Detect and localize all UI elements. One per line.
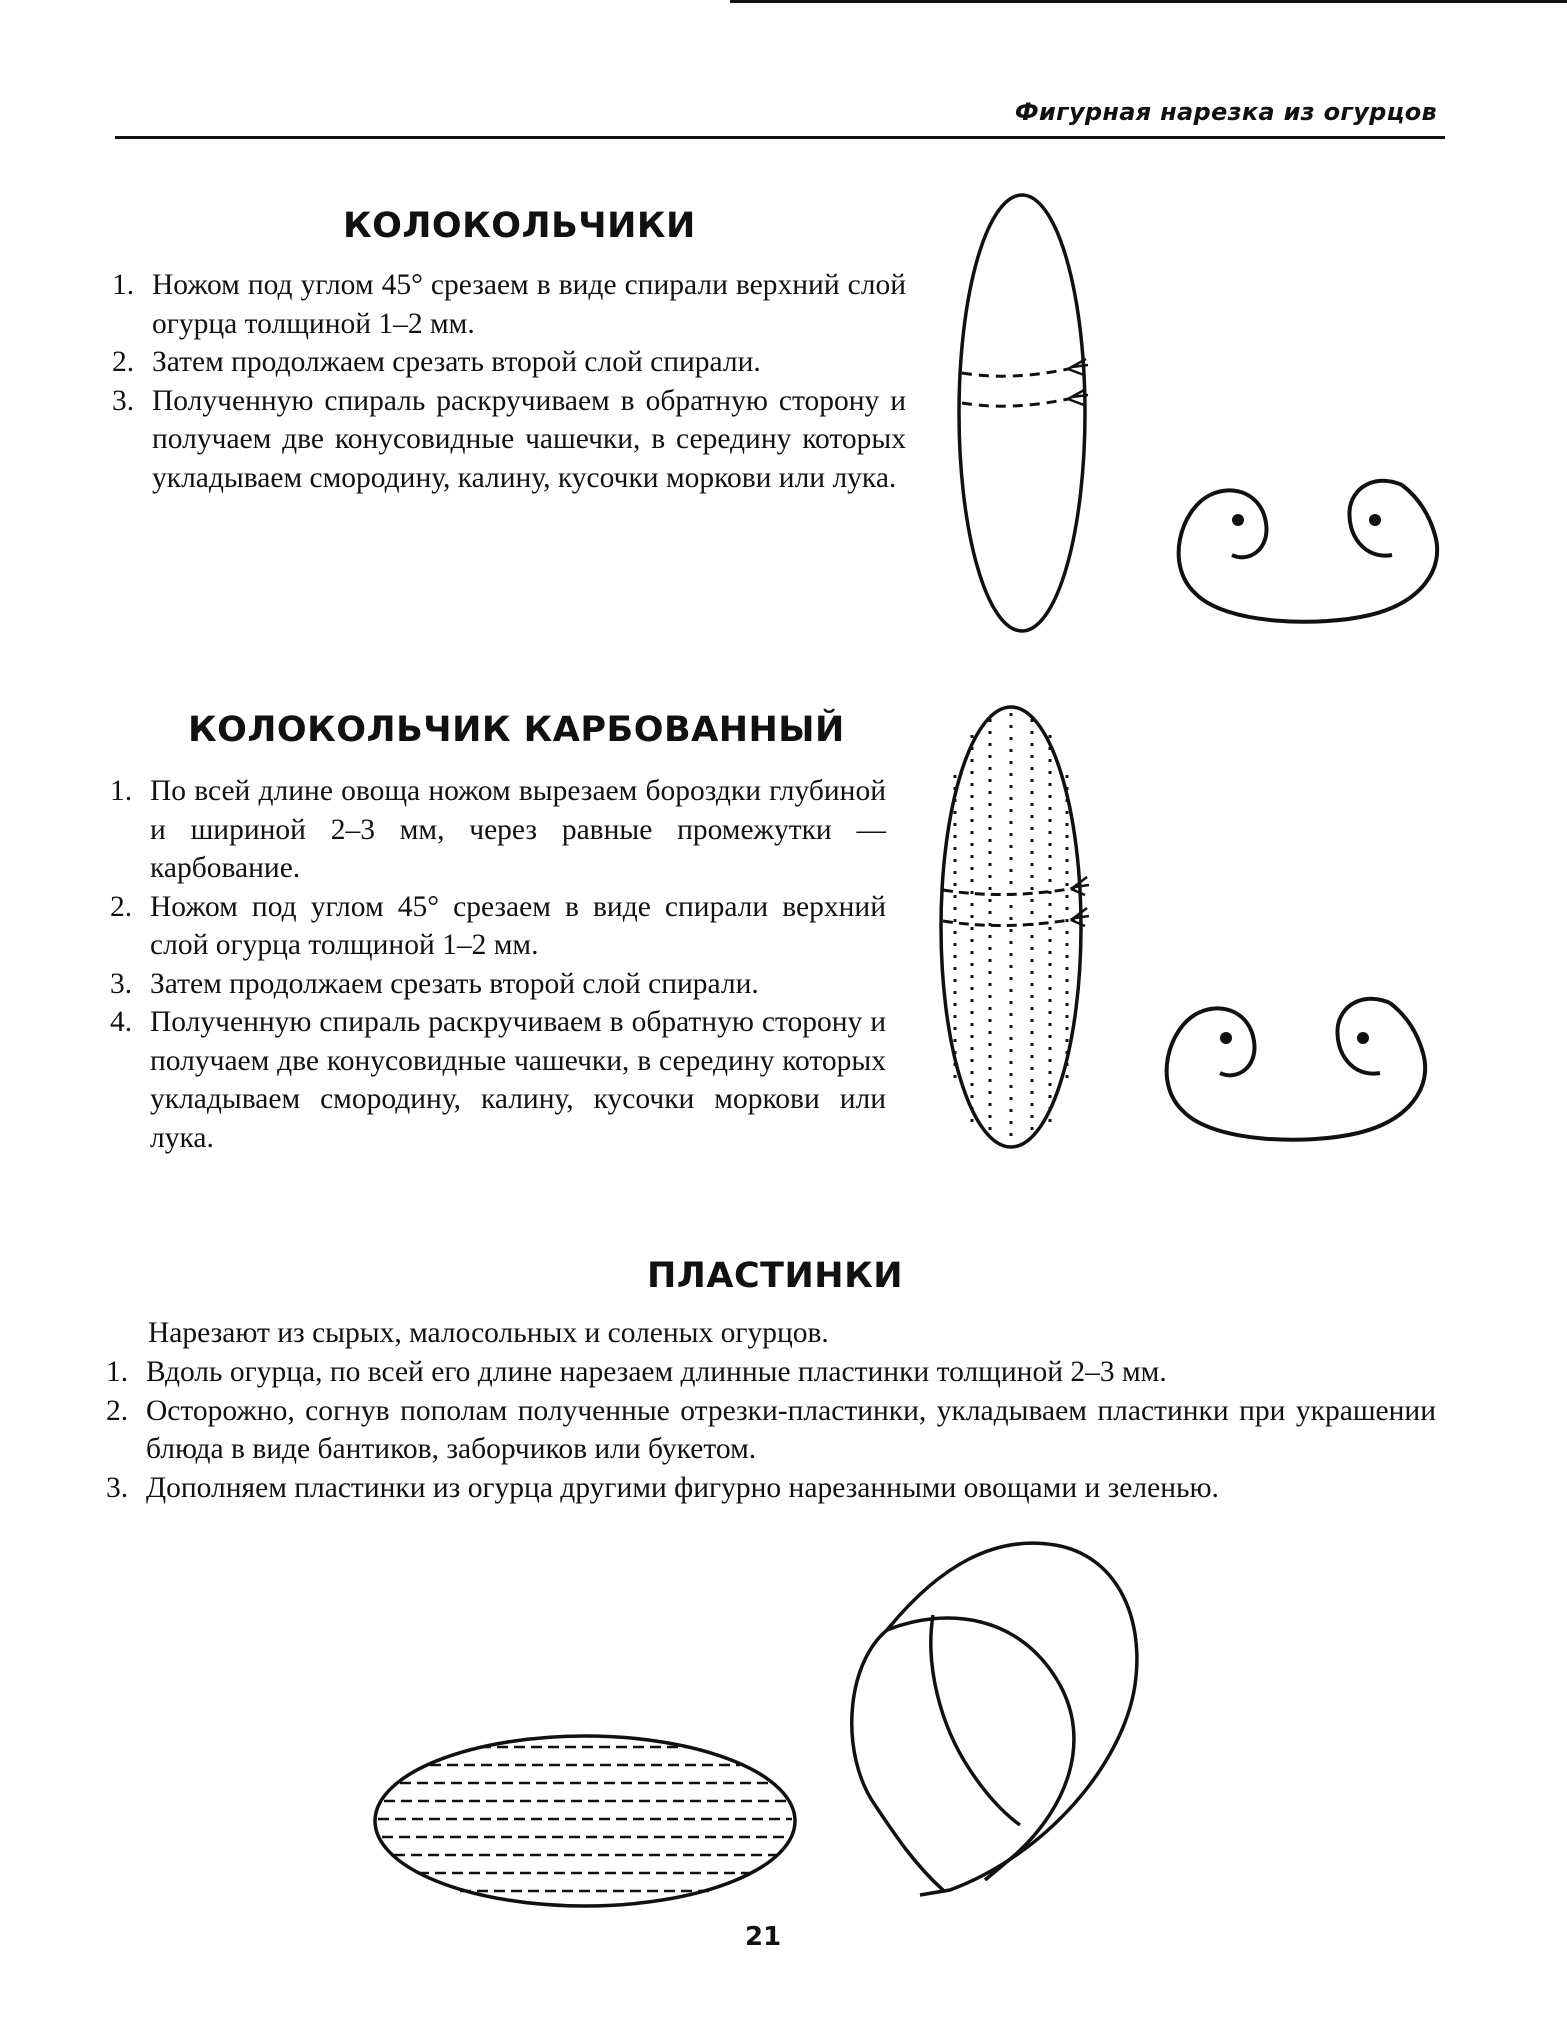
step-number: 2. <box>110 890 133 923</box>
section-title-bells: КОЛОКОЛЬЧИКИ <box>343 206 696 246</box>
step-text: Осторожно, согнув пополам полученные отрезки-пластинки, укладываем пластинки при украшении блюда в виде бантиков, заборчиков или букетом. <box>146 1394 1436 1465</box>
spiral-cut-cucumber-figure <box>950 195 1130 635</box>
step-text: Ножом под углом 45° срезаем в виде спирали верхний слой огурца толщиной 1–2 мм. <box>152 269 906 340</box>
step-item <box>110 965 886 1004</box>
step-item <box>106 1353 1436 1392</box>
bell-cups-figure <box>1170 475 1450 635</box>
header-rule <box>115 136 1445 139</box>
section-title-grooved-bell: КОЛОКОЛЬЧИК КАРБОВАННЫЙ <box>188 710 845 750</box>
step-text: Затем продолжаем срезать второй слой спирали. <box>150 967 759 1000</box>
step-text: Вдоль огурца, по всей его длине нарезаем длинные пластинки толщиной 2–3 мм. <box>146 1356 1167 1388</box>
step-number: 3. <box>106 1471 129 1504</box>
step-item <box>106 1392 1436 1469</box>
step-number: 2. <box>112 346 135 378</box>
folded-slices-figure <box>845 1535 1155 1900</box>
step-item <box>110 888 886 965</box>
page-number: 21 <box>745 1922 782 1952</box>
step-item <box>112 266 906 343</box>
step-item <box>110 1003 886 1157</box>
step-text: По всей длине овоща ножом вырезаем бороздки глубиной и шириной 2–3 мм, через равные промежутки — карбование. <box>150 775 886 884</box>
step-item <box>110 772 886 888</box>
step-number: 2. <box>106 1394 129 1427</box>
steps-slices <box>106 1353 1436 1507</box>
step-text: Полученную спираль раскручиваем в обратную сторону и получаем две конусовидные чашечки, в середину которых укладываем смородину, калину, кусочки моркови или лука. <box>150 1006 886 1154</box>
step-text: Затем продолжаем срезать второй слой спирали. <box>152 346 761 378</box>
step-text: Дополняем пластинки из огурца другими фигурно нарезанными овощами и зеленью. <box>146 1471 1219 1504</box>
section-title-slices: ПЛАСТИНКИ <box>647 1256 903 1296</box>
steps-bells <box>112 266 906 497</box>
step-number: 1. <box>110 775 133 807</box>
sliced-cucumber-figure <box>370 1725 810 1925</box>
grooved-bell-cups-figure <box>1158 993 1438 1153</box>
top-edge-rule <box>730 0 1567 3</box>
steps-grooved-bell <box>110 772 886 1157</box>
step-number: 4. <box>110 1006 133 1038</box>
step-number: 3. <box>112 384 135 417</box>
step-text: Ножом под углом 45° срезаем в виде спирали верхний слой огурца толщиной 1–2 мм. <box>150 890 886 961</box>
running-title: Фигурная нарезка из огурцов <box>1014 98 1437 126</box>
grooved-spiral-cucumber-figure <box>935 705 1115 1155</box>
step-number: 3. <box>110 967 133 1000</box>
step-item <box>112 382 906 498</box>
step-item <box>106 1469 1436 1508</box>
step-number: 1. <box>112 269 135 301</box>
step-item <box>112 343 906 382</box>
step-text: Полученную спираль раскручиваем в обратную сторону и получаем две конусовидные чашечки, в середину которых укладываем смородину, калину, кусочки моркови или лука. <box>152 384 906 494</box>
step-number: 1. <box>106 1356 129 1388</box>
slices-intro: Нарезают из сырых, малосольных и соленых огурцов. <box>148 1317 829 1349</box>
